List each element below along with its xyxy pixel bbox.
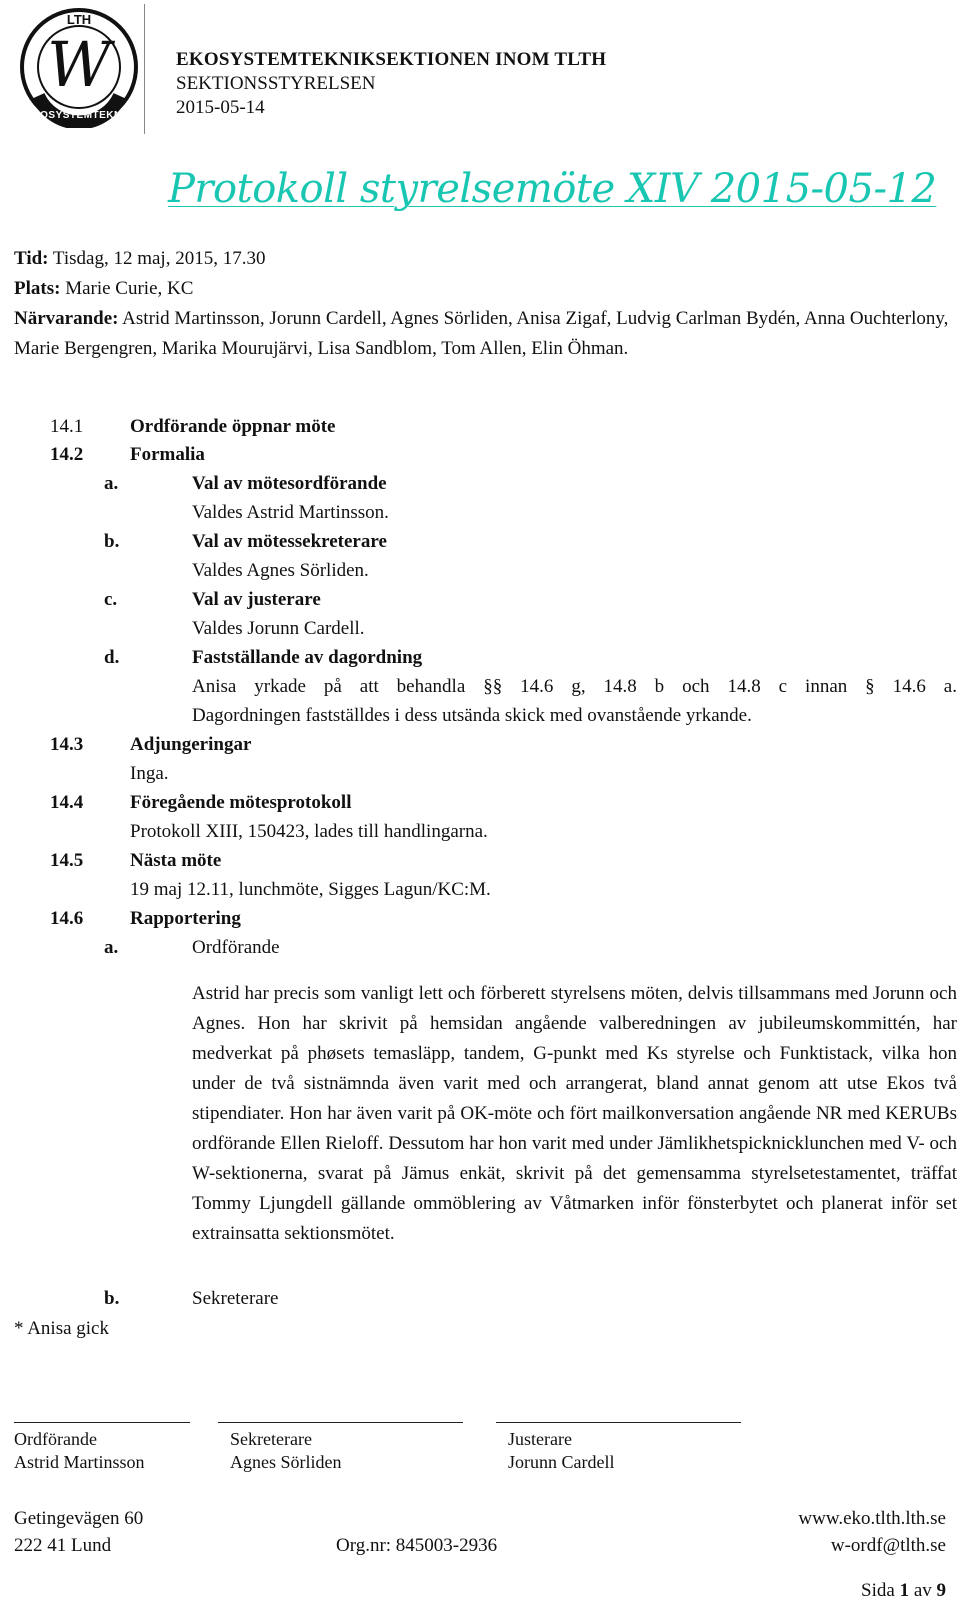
- meta-time: Tid: Tisdag, 12 maj, 2015, 17.30: [14, 248, 266, 269]
- signature-line: [14, 1422, 190, 1423]
- subitem-body: Valdes Agnes Sörliden.: [192, 560, 369, 581]
- subitem-heading: Val av mötesordförande: [192, 473, 387, 494]
- footer-website: www.eko.tlth.lth.se: [798, 1508, 946, 1529]
- subitem-body: Dagordningen fastställdes i dess utsända skick med ovanstående yrkande.: [192, 705, 752, 726]
- organization-header: [176, 48, 606, 120]
- signature-role: Ordförande: [14, 1429, 97, 1449]
- signature-role: Justerare: [508, 1429, 572, 1449]
- item-number: 14.6: [50, 908, 84, 929]
- board-name: SEKTIONSSTYRELSEN: [176, 73, 376, 94]
- item-number: 14.2: [50, 444, 84, 465]
- subitem-letter: a.: [104, 473, 119, 494]
- subitem-letter: b.: [104, 1288, 120, 1309]
- item-number: 14.4: [50, 792, 84, 813]
- report-paragraph: Astrid har precis som vanligt lett och förberett styrelsens möten, delvis tillsammans med Jorunn och Agnes. Hon har skrivit på hemsidan angående valberedningen av jubileumskommittén, har medverkat på phøsets temasläpp, tandem, G-punkt med Ks styrelse och Funktistack, vilka hon under de två sistnämnda även varit med och arrangerat, bland annat genom att utse Ekos två stipendiater. Hon har även varit på OK-möte och fört mailkonversation angående NR med KERUBs ordförande Ellen Rieloff. Dessutom har hon varit med under Jämlikhetspicknicklunchen med V- och W-sektionerna, svarat på Jämus enkät, skrivit på det gemensamma styrelsetestamentet, träffat Tommy Ljungdell gällande ommöblering av Våtmarken inför fönsterbytet och planerat inför set extrainsatta sektionsmötet.: [192, 983, 957, 1244]
- subitem-body: Valdes Jorunn Cardell.: [192, 618, 365, 639]
- item-body: Protokoll XIII, 150423, lades till handlingarna.: [130, 821, 488, 842]
- subitem-letter: d.: [104, 647, 120, 668]
- footer-address-street: Getingevägen 60: [14, 1508, 144, 1529]
- item-body: Inga.: [130, 763, 169, 784]
- signature-line: [496, 1422, 741, 1423]
- svg-text:W: W: [47, 28, 111, 101]
- item-heading: Ordförande öppnar möte: [130, 416, 336, 437]
- item-number: 14.1: [50, 416, 84, 437]
- ekosystemteknik-logo: [18, 6, 140, 128]
- item-heading: Adjungeringar: [130, 734, 252, 755]
- subitem-heading: Ordförande: [192, 937, 280, 958]
- subitem-letter: c.: [104, 589, 118, 610]
- subitem-heading: Val av justerare: [192, 589, 321, 610]
- meeting-meta: [14, 244, 949, 364]
- subitem-heading: Val av mötessekreterare: [192, 531, 387, 552]
- subitem-letter: b.: [104, 531, 120, 552]
- header-date: 2015-05-14: [176, 97, 265, 118]
- footnote: * Anisa gick: [14, 1318, 109, 1339]
- footer-orgnr: Org.nr: 845003-2936: [336, 1535, 498, 1556]
- subitem-letter: a.: [104, 937, 119, 958]
- page-indicator: Sida 1 av 9: [861, 1580, 946, 1601]
- subitem-heading: Fastställande av dagordning: [192, 647, 423, 668]
- signature-name: Jorunn Cardell: [508, 1452, 615, 1472]
- svg-text:LTH: LTH: [66, 12, 92, 27]
- item-heading: Formalia: [130, 444, 205, 465]
- item-heading: Rapportering: [130, 908, 241, 929]
- subitem-body: Anisa yrkade på att behandla §§ 14.6 g, 14.8 b och 14.8 c innan § 14.6 a.: [192, 676, 957, 697]
- item-heading: Nästa möte: [130, 850, 222, 871]
- signature-role: Sekreterare: [230, 1429, 312, 1449]
- document-title: Protokoll styrelsemöte XIV 2015-05-12: [168, 166, 937, 212]
- footer-address-city: 222 41 Lund: [14, 1535, 112, 1556]
- svg-text:EKOSYSTEMTEKNIK: EKOSYSTEMTEKNIK: [25, 110, 133, 121]
- item-body: 19 maj 12.11, lunchmöte, Sigges Lagun/KC:M.: [130, 879, 491, 900]
- item-number: 14.3: [50, 734, 84, 755]
- meta-place: Plats: Marie Curie, KC: [14, 278, 194, 299]
- item-number: 14.5: [50, 850, 84, 871]
- footer-email: w-ordf@tlth.se: [830, 1535, 946, 1556]
- org-name: EKOSYSTEMTEKNIKSEKTIONEN INOM TLTH: [176, 49, 607, 70]
- signature-name: Agnes Sörliden: [230, 1452, 342, 1472]
- subitem-body: Valdes Astrid Martinsson.: [192, 502, 389, 523]
- signature-name: Astrid Martinsson: [14, 1452, 145, 1472]
- signature-line: [218, 1422, 463, 1423]
- subitem-heading: Sekreterare: [192, 1288, 279, 1309]
- meta-present: Närvarande: Astrid Martinsson, Jorunn Cardell, Agnes Sörliden, Anisa Zigaf, Ludvig Carlman Bydén, Anna Ouchterlony, Marie Bergengren, Marika Mourujärvi, Lisa Sandblom, Tom Allen, Elin Öhman.: [14, 308, 949, 359]
- item-heading: Föregående mötesprotokoll: [130, 792, 352, 813]
- header-divider: [144, 4, 145, 134]
